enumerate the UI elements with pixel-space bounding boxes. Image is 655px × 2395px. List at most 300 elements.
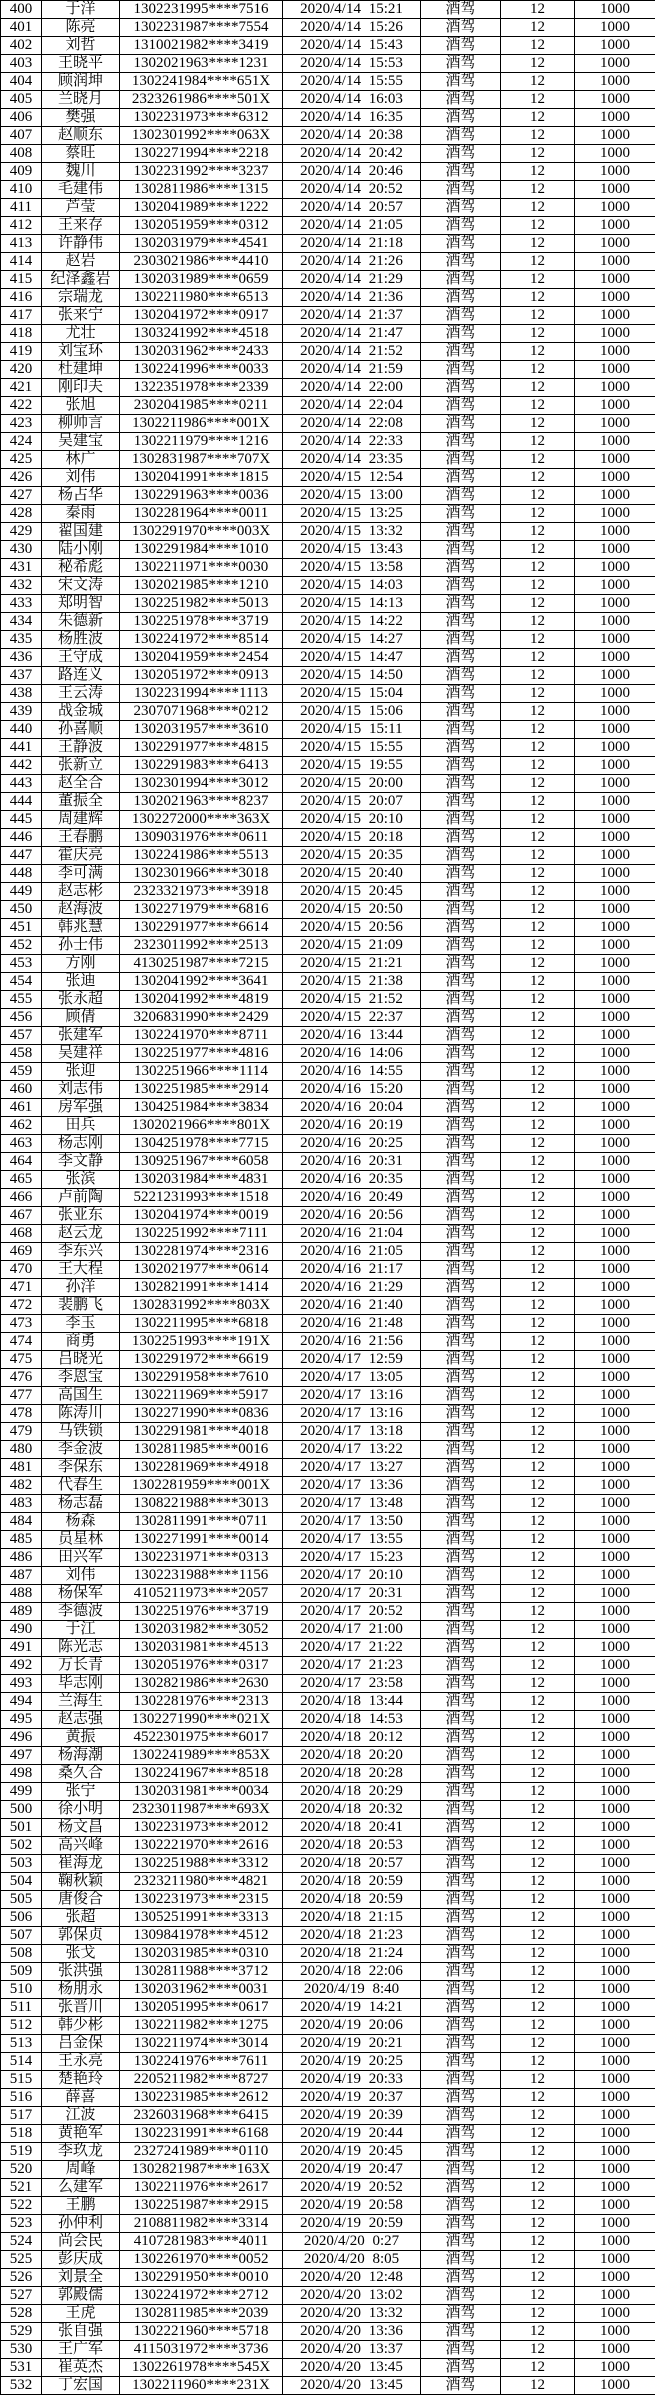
id-number-cell: 1302291984****1010 [120, 541, 283, 559]
name-cell: 李可满 [42, 865, 120, 883]
name-cell: 万长青 [42, 1657, 120, 1675]
fine-cell: 1000 [575, 1405, 655, 1423]
row-number-cell: 509 [1, 1963, 42, 1981]
table-row [1, 1909, 655, 1927]
name-cell: 张晋川 [42, 1999, 120, 2017]
table-row [1, 595, 655, 613]
violation-type-cell: 酒驾 [421, 739, 501, 757]
fine-cell: 1000 [575, 1045, 655, 1063]
table-row [1, 847, 655, 865]
violation-type-cell: 酒驾 [421, 1027, 501, 1045]
table-row [1, 2197, 655, 2215]
fine-cell: 1000 [575, 505, 655, 523]
table-row [1, 1981, 655, 1999]
row-number-cell: 500 [1, 1801, 42, 1819]
id-number-cell: 1302811986****1315 [120, 181, 283, 199]
datetime-cell: 2020/4/15 20:00 [283, 775, 421, 793]
row-number-cell: 501 [1, 1819, 42, 1837]
points-cell: 12 [501, 1801, 575, 1819]
row-number-cell: 438 [1, 685, 42, 703]
fine-cell: 1000 [575, 1963, 655, 1981]
points-cell: 12 [501, 1513, 575, 1531]
datetime-cell: 2020/4/17 20:31 [283, 1585, 421, 1603]
fine-cell: 1000 [575, 1747, 655, 1765]
datetime-cell: 2020/4/15 13:32 [283, 523, 421, 541]
row-number-cell: 423 [1, 415, 42, 433]
violation-type-cell: 酒驾 [421, 217, 501, 235]
table-row [1, 1495, 655, 1513]
fine-cell: 1000 [575, 109, 655, 127]
id-number-cell: 1302821987****163X [120, 2161, 283, 2179]
name-cell: 纪泽鑫岩 [42, 271, 120, 289]
row-number-cell: 505 [1, 1891, 42, 1909]
id-number-cell: 1302271991****0014 [120, 1531, 283, 1549]
datetime-cell: 2020/4/15 20:40 [283, 865, 421, 883]
table-row [1, 577, 655, 595]
id-number-cell: 2323321973****3918 [120, 883, 283, 901]
datetime-cell: 2020/4/14 20:42 [283, 145, 421, 163]
points-cell: 12 [501, 613, 575, 631]
id-number-cell: 1302241989****853X [120, 1747, 283, 1765]
row-number-cell: 434 [1, 613, 42, 631]
fine-cell: 1000 [575, 829, 655, 847]
name-cell: 李东兴 [42, 1243, 120, 1261]
datetime-cell: 2020/4/18 21:15 [283, 1909, 421, 1927]
table-row [1, 1783, 655, 1801]
row-number-cell: 494 [1, 1693, 42, 1711]
name-cell: 李文静 [42, 1153, 120, 1171]
points-cell: 12 [501, 1657, 575, 1675]
table-row [1, 415, 655, 433]
name-cell: 王广军 [42, 2341, 120, 2359]
id-number-cell: 1302211986****001X [120, 415, 283, 433]
fine-cell: 1000 [575, 1279, 655, 1297]
table-row [1, 1801, 655, 1819]
row-number-cell: 406 [1, 109, 42, 127]
table-row [1, 2017, 655, 2035]
fine-cell: 1000 [575, 2341, 655, 2359]
datetime-cell: 2020/4/20 13:02 [283, 2287, 421, 2305]
violation-type-cell: 酒驾 [421, 2035, 501, 2053]
name-cell: 杜建坤 [42, 361, 120, 379]
id-number-cell: 1302051959****0312 [120, 217, 283, 235]
table-row [1, 1855, 655, 1873]
row-number-cell: 401 [1, 19, 42, 37]
violation-type-cell: 酒驾 [421, 1783, 501, 1801]
row-number-cell: 485 [1, 1531, 42, 1549]
name-cell: 崔海龙 [42, 1855, 120, 1873]
row-number-cell: 447 [1, 847, 42, 865]
violation-type-cell: 酒驾 [421, 1999, 501, 2017]
id-number-cell: 1302271979****6816 [120, 901, 283, 919]
table-row [1, 289, 655, 307]
fine-cell: 1000 [575, 2287, 655, 2305]
name-cell: 张新立 [42, 757, 120, 775]
id-number-cell: 1305251991****3313 [120, 1909, 283, 1927]
table-row [1, 2215, 655, 2233]
datetime-cell: 2020/4/17 13:22 [283, 1441, 421, 1459]
table-row [1, 1765, 655, 1783]
violation-type-cell: 酒驾 [421, 289, 501, 307]
id-number-cell: 1302301992****063X [120, 127, 283, 145]
fine-cell: 1000 [575, 2377, 655, 2395]
fine-cell: 1000 [575, 1333, 655, 1351]
id-number-cell: 1302041992****4819 [120, 991, 283, 1009]
table-row [1, 541, 655, 559]
id-number-cell: 1302831992****803X [120, 1297, 283, 1315]
points-cell: 12 [501, 253, 575, 271]
points-cell: 12 [501, 109, 575, 127]
points-cell: 12 [501, 739, 575, 757]
violation-type-cell: 酒驾 [421, 667, 501, 685]
datetime-cell: 2020/4/18 20:28 [283, 1765, 421, 1783]
violation-type-cell: 酒驾 [421, 991, 501, 1009]
row-number-cell: 445 [1, 811, 42, 829]
id-number-cell: 1302821991****1414 [120, 1279, 283, 1297]
row-number-cell: 507 [1, 1927, 42, 1945]
row-number-cell: 478 [1, 1405, 42, 1423]
id-number-cell: 1302831987****707X [120, 451, 283, 469]
points-cell: 12 [501, 2089, 575, 2107]
points-cell: 12 [501, 1567, 575, 1585]
datetime-cell: 2020/4/15 15:06 [283, 703, 421, 721]
table-row [1, 1585, 655, 1603]
row-number-cell: 479 [1, 1423, 42, 1441]
datetime-cell: 2020/4/16 15:20 [283, 1081, 421, 1099]
points-cell: 12 [501, 181, 575, 199]
violation-type-cell: 酒驾 [421, 1837, 501, 1855]
points-cell: 12 [501, 1891, 575, 1909]
name-cell: 周建辉 [42, 811, 120, 829]
name-cell: 杨占华 [42, 487, 120, 505]
table-row [1, 2179, 655, 2197]
name-cell: 徐小明 [42, 1801, 120, 1819]
datetime-cell: 2020/4/14 22:04 [283, 397, 421, 415]
id-number-cell: 1302811991****0711 [120, 1513, 283, 1531]
datetime-cell: 2020/4/20 8:05 [283, 2251, 421, 2269]
id-number-cell: 1302211969****5917 [120, 1387, 283, 1405]
name-cell: 顾润坤 [42, 73, 120, 91]
datetime-cell: 2020/4/16 21:17 [283, 1261, 421, 1279]
table-row [1, 775, 655, 793]
fine-cell: 1000 [575, 361, 655, 379]
row-number-cell: 441 [1, 739, 42, 757]
table-row [1, 2269, 655, 2287]
table-row [1, 1477, 655, 1495]
name-cell: 杨志刚 [42, 1135, 120, 1153]
violation-type-cell: 酒驾 [421, 55, 501, 73]
datetime-cell: 2020/4/15 14:22 [283, 613, 421, 631]
violation-type-cell: 酒驾 [421, 91, 501, 109]
table-row [1, 1891, 655, 1909]
id-number-cell: 1309031976****0611 [120, 829, 283, 847]
id-number-cell: 1302241967****8518 [120, 1765, 283, 1783]
points-cell: 12 [501, 1441, 575, 1459]
id-number-cell: 1302211971****0030 [120, 559, 283, 577]
table-row [1, 2161, 655, 2179]
datetime-cell: 2020/4/17 13:18 [283, 1423, 421, 1441]
name-cell: 周峰 [42, 2161, 120, 2179]
violation-type-cell: 酒驾 [421, 883, 501, 901]
table-row [1, 685, 655, 703]
fine-cell: 1000 [575, 2197, 655, 2215]
id-number-cell: 1302031982****3052 [120, 1621, 283, 1639]
fine-cell: 1000 [575, 2017, 655, 2035]
fine-cell: 1000 [575, 1009, 655, 1027]
violation-type-cell: 酒驾 [421, 2143, 501, 2161]
row-number-cell: 480 [1, 1441, 42, 1459]
violation-type-cell: 酒驾 [421, 1477, 501, 1495]
datetime-cell: 2020/4/14 21:29 [283, 271, 421, 289]
id-number-cell: 1302291972****6619 [120, 1351, 283, 1369]
datetime-cell: 2020/4/15 20:35 [283, 847, 421, 865]
id-number-cell: 1302051972****0913 [120, 667, 283, 685]
row-number-cell: 493 [1, 1675, 42, 1693]
row-number-cell: 466 [1, 1189, 42, 1207]
datetime-cell: 2020/4/14 20:38 [283, 127, 421, 145]
table-row [1, 361, 655, 379]
points-cell: 12 [501, 865, 575, 883]
fine-cell: 1000 [575, 1135, 655, 1153]
table-row [1, 1711, 655, 1729]
id-number-cell: 1302021963****8237 [120, 793, 283, 811]
violation-type-cell: 酒驾 [421, 1711, 501, 1729]
name-cell: 王大程 [42, 1261, 120, 1279]
table-row [1, 1729, 655, 1747]
table-row [1, 1531, 655, 1549]
id-number-cell: 1302051976****0317 [120, 1657, 283, 1675]
points-cell: 12 [501, 1243, 575, 1261]
name-cell: 王虎 [42, 2305, 120, 2323]
id-number-cell: 1302241996****0033 [120, 361, 283, 379]
table-row [1, 1063, 655, 1081]
datetime-cell: 2020/4/18 20:12 [283, 1729, 421, 1747]
points-cell: 12 [501, 1855, 575, 1873]
points-cell: 12 [501, 379, 575, 397]
violation-type-cell: 酒驾 [421, 1333, 501, 1351]
name-cell: 赵顺东 [42, 127, 120, 145]
name-cell: 王守成 [42, 649, 120, 667]
points-cell: 12 [501, 217, 575, 235]
violation-type-cell: 酒驾 [421, 2269, 501, 2287]
violation-type-cell: 酒驾 [421, 613, 501, 631]
fine-cell: 1000 [575, 145, 655, 163]
points-cell: 12 [501, 793, 575, 811]
id-number-cell: 1302251982****5013 [120, 595, 283, 613]
table-row [1, 649, 655, 667]
row-number-cell: 417 [1, 307, 42, 325]
name-cell: 杨志磊 [42, 1495, 120, 1513]
id-number-cell: 1302271990****0836 [120, 1405, 283, 1423]
id-number-cell: 1302231973****2012 [120, 1819, 283, 1837]
fine-cell: 1000 [575, 433, 655, 451]
id-number-cell: 1302821986****2630 [120, 1675, 283, 1693]
row-number-cell: 456 [1, 1009, 42, 1027]
table-row [1, 1819, 655, 1837]
table-row [1, 1837, 655, 1855]
id-number-cell: 1302231992****3237 [120, 163, 283, 181]
datetime-cell: 2020/4/19 20:59 [283, 2215, 421, 2233]
row-number-cell: 521 [1, 2179, 42, 2197]
fine-cell: 1000 [575, 973, 655, 991]
fine-cell: 1000 [575, 757, 655, 775]
fine-cell: 1000 [575, 667, 655, 685]
points-cell: 12 [501, 1621, 575, 1639]
datetime-cell: 2020/4/18 21:24 [283, 1945, 421, 1963]
table-row [1, 163, 655, 181]
row-number-cell: 412 [1, 217, 42, 235]
violation-type-cell: 酒驾 [421, 2017, 501, 2035]
violation-type-cell: 酒驾 [421, 685, 501, 703]
fine-cell: 1000 [575, 2125, 655, 2143]
table-row [1, 37, 655, 55]
datetime-cell: 2020/4/15 20:07 [283, 793, 421, 811]
datetime-cell: 2020/4/14 16:35 [283, 109, 421, 127]
fine-cell: 1000 [575, 1459, 655, 1477]
datetime-cell: 2020/4/14 20:57 [283, 199, 421, 217]
row-number-cell: 439 [1, 703, 42, 721]
name-cell: 张亚东 [42, 1207, 120, 1225]
row-number-cell: 531 [1, 2359, 42, 2377]
datetime-cell: 2020/4/15 14:50 [283, 667, 421, 685]
datetime-cell: 2020/4/17 13:48 [283, 1495, 421, 1513]
id-number-cell: 1302291977****6614 [120, 919, 283, 937]
datetime-cell: 2020/4/17 21:23 [283, 1657, 421, 1675]
id-number-cell: 1322351978****2339 [120, 379, 283, 397]
fine-cell: 1000 [575, 343, 655, 361]
name-cell: 张迪 [42, 973, 120, 991]
table-row [1, 2125, 655, 2143]
violation-type-cell: 酒驾 [421, 325, 501, 343]
datetime-cell: 2020/4/18 20:59 [283, 1873, 421, 1891]
name-cell: 崔英杰 [42, 2359, 120, 2377]
points-cell: 12 [501, 325, 575, 343]
datetime-cell: 2020/4/14 21:47 [283, 325, 421, 343]
row-number-cell: 529 [1, 2323, 42, 2341]
row-number-cell: 411 [1, 199, 42, 217]
violation-type-cell: 酒驾 [421, 829, 501, 847]
name-cell: 王静波 [42, 739, 120, 757]
id-number-cell: 1302291983****6413 [120, 757, 283, 775]
violation-type-cell: 酒驾 [421, 1531, 501, 1549]
row-number-cell: 475 [1, 1351, 42, 1369]
datetime-cell: 2020/4/16 21:04 [283, 1225, 421, 1243]
datetime-cell: 2020/4/20 12:48 [283, 2269, 421, 2287]
datetime-cell: 2020/4/15 20:45 [283, 883, 421, 901]
name-cell: 毛建伟 [42, 181, 120, 199]
datetime-cell: 2020/4/16 21:40 [283, 1297, 421, 1315]
points-cell: 12 [501, 37, 575, 55]
datetime-cell: 2020/4/15 15:55 [283, 739, 421, 757]
violation-type-cell: 酒驾 [421, 73, 501, 91]
table-row [1, 2287, 655, 2305]
table-row [1, 757, 655, 775]
name-cell: 商勇 [42, 1333, 120, 1351]
fine-cell: 1000 [575, 1063, 655, 1081]
name-cell: 田兵 [42, 1117, 120, 1135]
row-number-cell: 503 [1, 1855, 42, 1873]
name-cell: 杨森 [42, 1513, 120, 1531]
id-number-cell: 1302041972****0917 [120, 307, 283, 325]
name-cell: 战金城 [42, 703, 120, 721]
datetime-cell: 2020/4/15 14:27 [283, 631, 421, 649]
name-cell: 路连义 [42, 667, 120, 685]
table-row [1, 1639, 655, 1657]
name-cell: 张滨 [42, 1171, 120, 1189]
table-row [1, 235, 655, 253]
fine-cell: 1000 [575, 1585, 655, 1603]
points-cell: 12 [501, 55, 575, 73]
fine-cell: 1000 [575, 415, 655, 433]
id-number-cell: 1302281974****2316 [120, 1243, 283, 1261]
datetime-cell: 2020/4/18 13:44 [283, 1693, 421, 1711]
points-cell: 12 [501, 1963, 575, 1981]
name-cell: 高兴峰 [42, 1837, 120, 1855]
points-cell: 12 [501, 703, 575, 721]
id-number-cell: 2323011992****2513 [120, 937, 283, 955]
fine-cell: 1000 [575, 2305, 655, 2323]
name-cell: 江波 [42, 2107, 120, 2125]
row-number-cell: 420 [1, 361, 42, 379]
name-cell: 张建军 [42, 1027, 120, 1045]
points-cell: 12 [501, 1045, 575, 1063]
name-cell: 张戈 [42, 1945, 120, 1963]
row-number-cell: 520 [1, 2161, 42, 2179]
row-number-cell: 444 [1, 793, 42, 811]
row-number-cell: 525 [1, 2251, 42, 2269]
table-row [1, 1405, 655, 1423]
violation-type-cell: 酒驾 [421, 1801, 501, 1819]
fine-cell: 1000 [575, 1657, 655, 1675]
datetime-cell: 2020/4/16 21:05 [283, 1243, 421, 1261]
row-number-cell: 524 [1, 2233, 42, 2251]
name-cell: 秘希彪 [42, 559, 120, 577]
table-row [1, 2071, 655, 2089]
points-cell: 12 [501, 235, 575, 253]
id-number-cell: 1302301966****3018 [120, 865, 283, 883]
table-row [1, 1549, 655, 1567]
row-number-cell: 425 [1, 451, 42, 469]
violation-type-cell: 酒驾 [421, 1135, 501, 1153]
id-number-cell: 1302272000****363X [120, 811, 283, 829]
datetime-cell: 2020/4/15 21:38 [283, 973, 421, 991]
table-row [1, 1189, 655, 1207]
id-number-cell: 1302241984****651X [120, 73, 283, 91]
table-row [1, 1297, 655, 1315]
datetime-cell: 2020/4/18 20:53 [283, 1837, 421, 1855]
points-cell: 12 [501, 163, 575, 181]
violation-type-cell: 酒驾 [421, 2287, 501, 2305]
points-cell: 12 [501, 1819, 575, 1837]
id-number-cell: 1302241972****8514 [120, 631, 283, 649]
name-cell: 房军强 [42, 1099, 120, 1117]
points-cell: 12 [501, 631, 575, 649]
id-number-cell: 2303021986****4410 [120, 253, 283, 271]
datetime-cell: 2020/4/15 13:00 [283, 487, 421, 505]
violation-type-cell: 酒驾 [421, 379, 501, 397]
name-cell: 吴建宝 [42, 433, 120, 451]
id-number-cell: 1302231991****6168 [120, 2125, 283, 2143]
datetime-cell: 2020/4/17 21:00 [283, 1621, 421, 1639]
name-cell: 孙喜顺 [42, 721, 120, 739]
name-cell: 吕晓光 [42, 1351, 120, 1369]
points-cell: 12 [501, 541, 575, 559]
row-number-cell: 473 [1, 1315, 42, 1333]
points-cell: 12 [501, 1135, 575, 1153]
row-number-cell: 532 [1, 2377, 42, 2395]
fine-cell: 1000 [575, 181, 655, 199]
name-cell: 张来宁 [42, 307, 120, 325]
